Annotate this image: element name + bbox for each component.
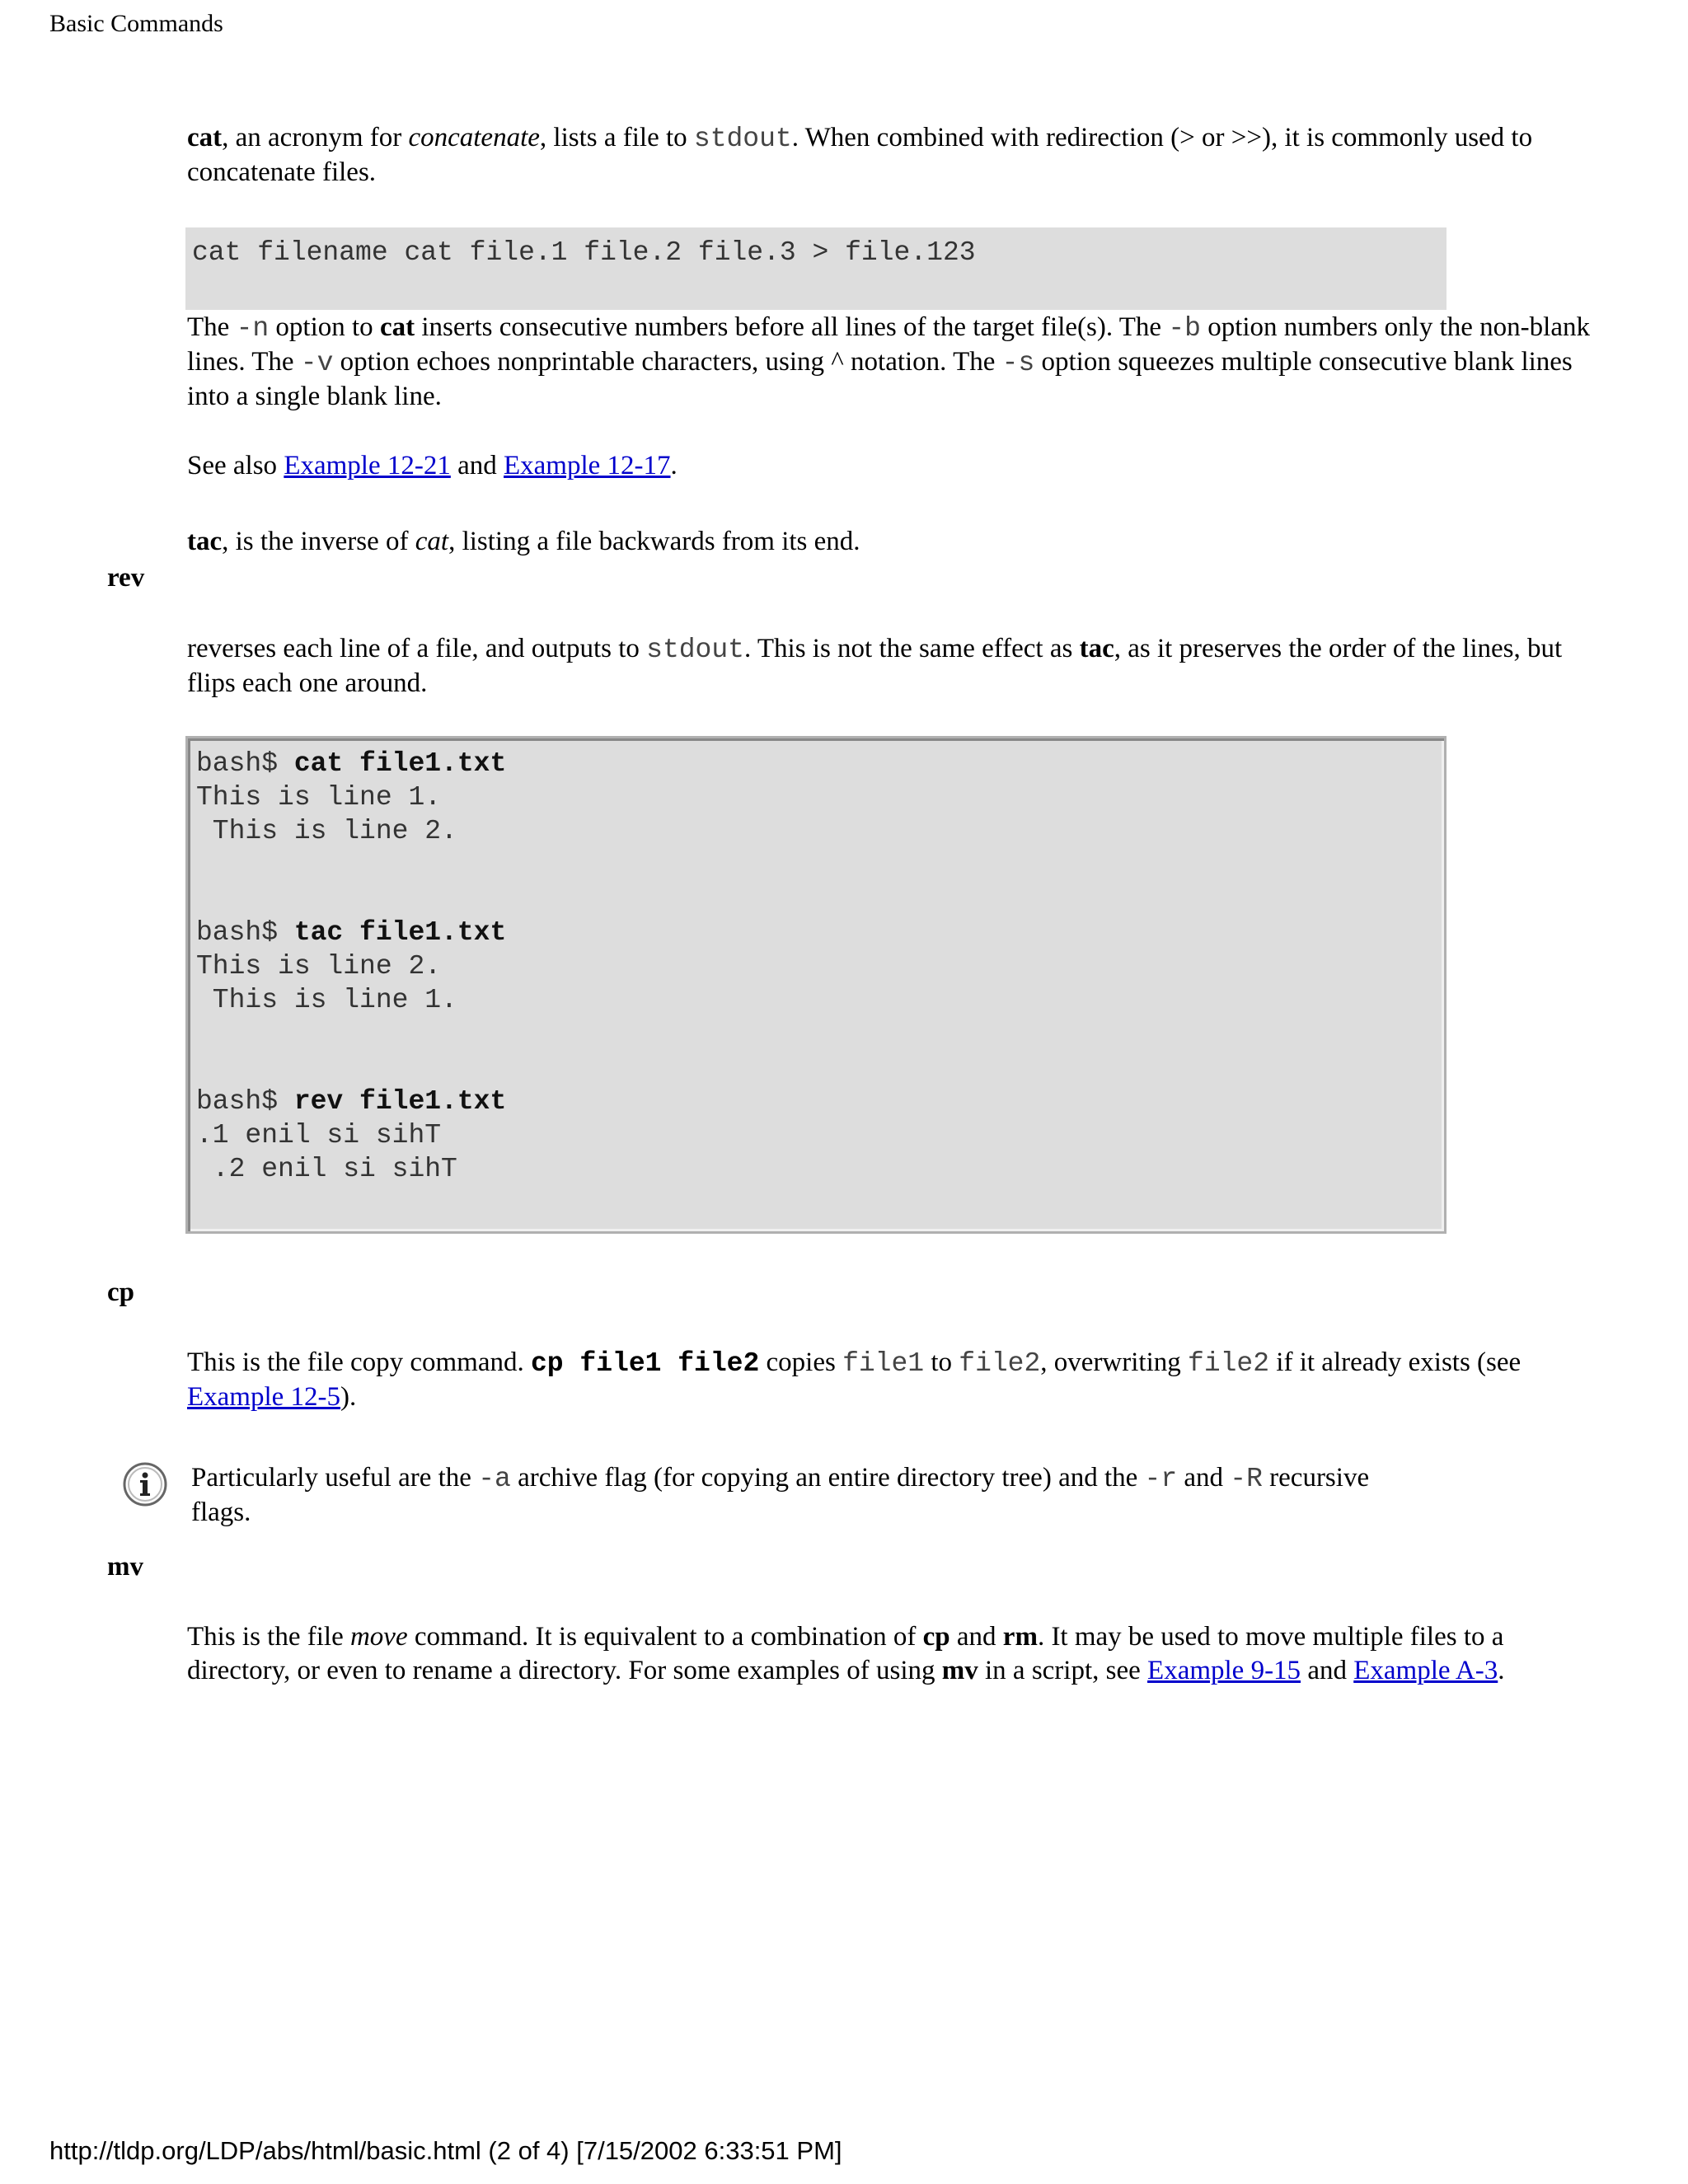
text: , as it preserves the order of the lines, but flips each one around. (187, 634, 1563, 698)
command-cp: cp file1 file2 (531, 1348, 760, 1379)
info-icon (122, 1461, 168, 1507)
screen-line: This is line 2. (196, 816, 457, 846)
option-n: -n (236, 313, 270, 344)
option-r: -r (1144, 1464, 1178, 1494)
inline-code-stdout: stdout (693, 124, 792, 154)
screen-blank (196, 848, 506, 882)
page-header: Basic Commands (49, 10, 223, 37)
cp-description (187, 1346, 1605, 1414)
screen-line: This is line 1. (196, 985, 457, 1015)
mv-description (187, 1620, 1605, 1688)
screen-line: .2 enil si sihT (196, 1154, 457, 1184)
link-example-12-17[interactable]: Example 12-17 (504, 451, 671, 480)
command: cat file1.txt (293, 748, 507, 779)
text: , an acronym for (222, 123, 409, 152)
link-example-9-15[interactable]: Example 9-15 (1147, 1656, 1301, 1685)
inline-code: file2 (959, 1348, 1041, 1379)
term-cp: cp (107, 1277, 134, 1307)
text: recursive flags. (191, 1463, 1370, 1527)
option-b: -b (1168, 313, 1201, 344)
text: , is the inverse of (222, 527, 415, 556)
screen-line: This is line 2. (196, 951, 442, 982)
text: command. It is equivalent to a combination of (407, 1622, 923, 1652)
screen-line: .1 enil si sihT (196, 1120, 442, 1151)
link-example-a-3[interactable]: Example A-3 (1353, 1656, 1498, 1685)
see-also (187, 449, 1605, 483)
option-R: -R (1230, 1464, 1263, 1494)
page-footer-url: http://tldp.org/LDP/abs/html/basic.html (2 of 4) [7/15/2002 6:33:51 PM] (49, 2136, 842, 2165)
text: in a script, see (978, 1656, 1148, 1685)
text: option echoes nonprintable characters, using ^ notation. The (333, 347, 1002, 377)
text: . When combined with redirection (> or >>), it is commonly used to concatenate files. (187, 123, 1533, 187)
link-example-12-5[interactable]: Example 12-5 (187, 1382, 341, 1412)
screen-blank (196, 1017, 506, 1051)
code-line: cat filename cat file.1 file.2 file.3 > file.123 (192, 237, 976, 268)
option-a: -a (478, 1464, 511, 1494)
term-mv: mv (941, 1656, 978, 1685)
text: and (450, 451, 504, 480)
screen-line (196, 747, 506, 780)
text: and (950, 1622, 1003, 1652)
inline-code: file1 (842, 1348, 925, 1379)
text: , overwriting (1040, 1347, 1189, 1377)
text: . This is not the same effect as (743, 634, 1080, 663)
emphasis: concatenate (408, 123, 540, 152)
inline-code-stdout: stdout (646, 635, 744, 665)
term-cat: cat (379, 312, 415, 342)
text: inserts consecutive numbers before all lines of the target file(s). The (415, 312, 1169, 342)
cp-note (191, 1461, 1428, 1530)
text: See also (187, 451, 284, 480)
option-v: -v (300, 348, 334, 378)
screen-blank (196, 882, 506, 916)
text: archive flag (for copying an entire directory tree) and the (510, 1463, 1145, 1493)
cat-description (187, 121, 1605, 190)
text: and (1301, 1656, 1354, 1685)
text: reverses each line of a file, and outputs to (187, 634, 647, 663)
screen-block (185, 736, 1447, 1234)
emphasis: cat (415, 527, 449, 556)
screen-blank (196, 1051, 506, 1085)
inline-code: file2 (1188, 1348, 1270, 1379)
text: option numbers only the non-blank lines. The (187, 312, 1590, 377)
text: , listing a file backwards from its end. (448, 527, 860, 556)
text: The (187, 312, 237, 342)
cat-options (187, 311, 1605, 414)
term-tac: tac (187, 527, 223, 556)
prompt: bash$ (196, 1086, 294, 1117)
text: to (924, 1347, 959, 1377)
command: tac file1.txt (293, 917, 507, 948)
term-rm: rm (1002, 1622, 1038, 1652)
rev-description (187, 632, 1605, 701)
text: . (670, 451, 678, 480)
screen-line: This is line 1. (196, 782, 442, 813)
text: , lists a file to (539, 123, 694, 152)
text: This is the file copy command. (187, 1347, 531, 1377)
tac-description (187, 525, 1605, 559)
link-example-12-21[interactable]: Example 12-21 (284, 451, 451, 480)
code-block (185, 227, 1447, 310)
emphasis: move (349, 1622, 408, 1652)
screen-line (196, 916, 506, 949)
text: if it already exists (see (1269, 1347, 1522, 1377)
term-rev: rev (107, 563, 145, 593)
term-tac: tac (1079, 634, 1114, 663)
text: copies (759, 1347, 843, 1377)
term-cat: cat (187, 123, 223, 152)
screen-line (196, 1085, 506, 1118)
term-cp: cp (922, 1622, 950, 1652)
text: This is the file (187, 1622, 350, 1652)
text: option squeezes multiple consecutive blank lines into a single blank line. (187, 347, 1573, 411)
prompt: bash$ (196, 917, 294, 948)
text: . It may be used to move multiple files to a directory, or even to rename a directory. For some examples of using (187, 1622, 1504, 1685)
option-s: -s (1001, 348, 1035, 378)
text: ). (340, 1382, 357, 1412)
term-mv: mv (107, 1552, 143, 1582)
text: option to (269, 312, 380, 342)
text: and (1177, 1463, 1231, 1493)
text: Particularly useful are the (191, 1463, 479, 1493)
command: rev file1.txt (293, 1086, 507, 1117)
text: . (1498, 1656, 1505, 1685)
prompt: bash$ (196, 748, 294, 779)
